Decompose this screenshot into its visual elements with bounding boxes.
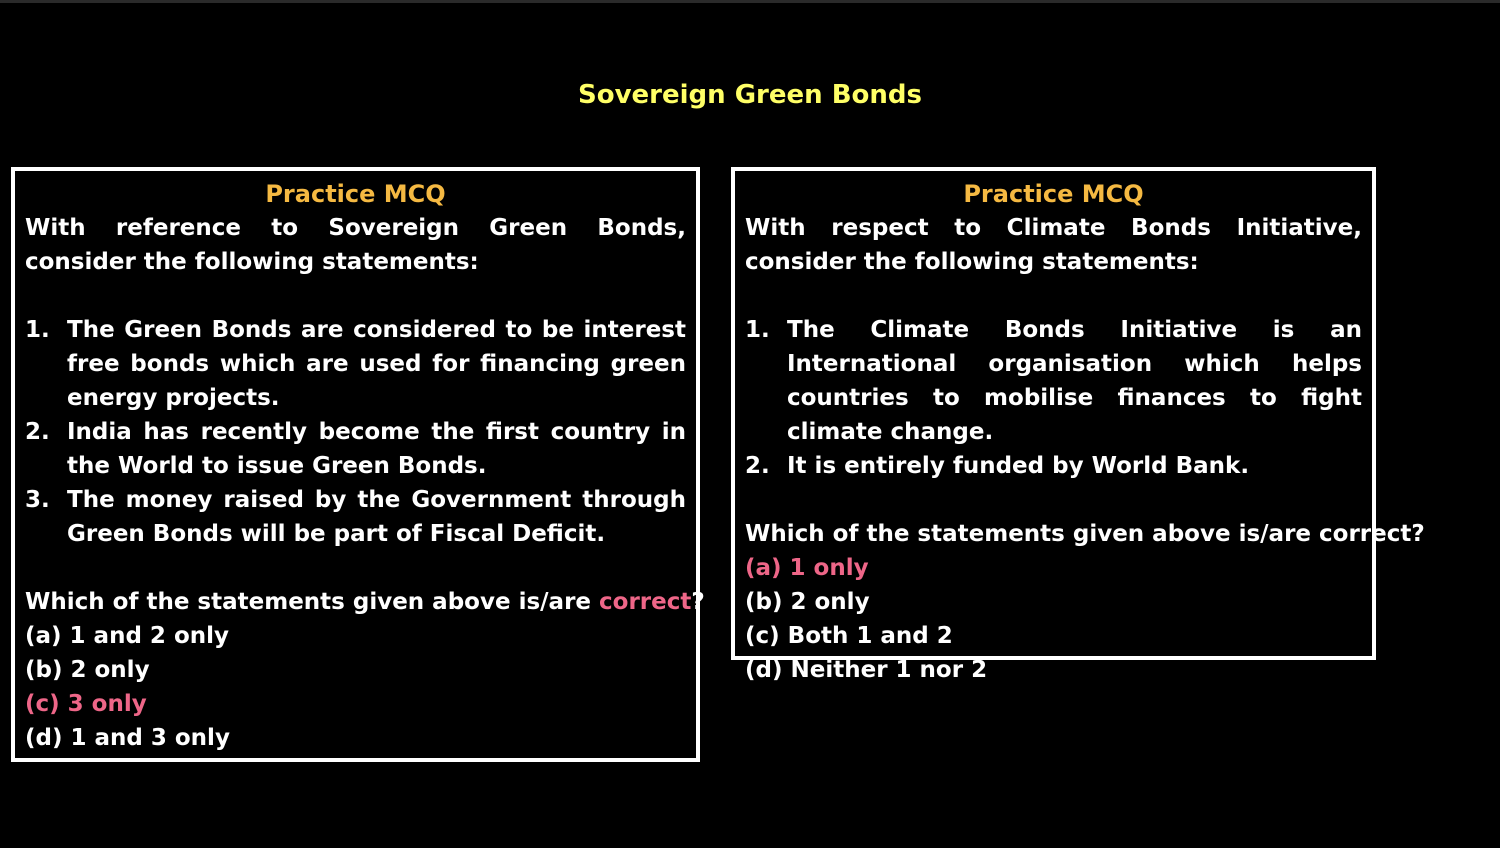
option-d: (d) Neither 1 nor 2	[745, 657, 988, 683]
question-suffix: ?	[691, 589, 705, 615]
statement-text: The Green Bonds are considered to be interest free bonds which are used for financing green energy projects.	[67, 317, 686, 411]
question-prefix: Which of the statements given above is/are	[25, 589, 600, 615]
spacer	[745, 483, 1362, 517]
statement-number: 1.	[745, 317, 770, 343]
option-c-correct: (c) 3 only	[25, 691, 147, 717]
statement-item	[25, 415, 686, 483]
statement-number: 3.	[25, 487, 50, 513]
question-prompt: Which of the statements given above is/are correct?	[745, 521, 1425, 547]
statement-item	[745, 313, 1362, 449]
option-d: (d) 1 and 3 only	[25, 725, 230, 751]
card-heading: Practice MCQ	[963, 180, 1144, 208]
statement-item	[745, 449, 1362, 483]
option-a: (a) 1 and 2 only	[25, 623, 229, 649]
statement-text: The money raised by the Government through Green Bonds will be part of Fiscal Deficit.	[67, 487, 686, 547]
statement-number: 2.	[25, 419, 50, 445]
question-stem: With respect to Climate Bonds Initiative, consider the following statements:	[745, 215, 1362, 275]
statement-number: 2.	[745, 453, 770, 479]
statement-list	[25, 313, 686, 551]
question-highlight: correct	[599, 589, 692, 615]
statement-item	[25, 313, 686, 415]
statement-item	[25, 483, 686, 551]
spacer	[25, 551, 686, 585]
mcq-card-right	[731, 167, 1425, 683]
spacer	[745, 279, 1362, 313]
card-heading: Practice MCQ	[265, 180, 446, 208]
statement-list	[745, 313, 1362, 483]
question-stem: With reference to Sovereign Green Bonds, consider the following statements:	[25, 215, 686, 275]
option-c: (c) Both 1 and 2	[745, 623, 953, 649]
statement-number: 1.	[25, 317, 50, 343]
option-b: (b) 2 only	[25, 657, 150, 683]
mcq-card-left	[11, 167, 705, 762]
option-b: (b) 2 only	[745, 589, 870, 615]
page-title: Sovereign Green Bonds	[578, 80, 922, 110]
statement-text: The Climate Bonds Initiative is an International organisation which helps countries to mobilise finances to fight climate change.	[787, 317, 1362, 445]
spacer	[25, 279, 686, 313]
option-a-correct: (a) 1 only	[745, 555, 869, 581]
statement-text: It is entirely funded by World Bank.	[787, 453, 1250, 479]
question-prompt	[25, 585, 705, 619]
statement-text: India has recently become the first country in the World to issue Green Bonds.	[67, 419, 686, 479]
top-edge-bar	[0, 0, 1500, 3]
